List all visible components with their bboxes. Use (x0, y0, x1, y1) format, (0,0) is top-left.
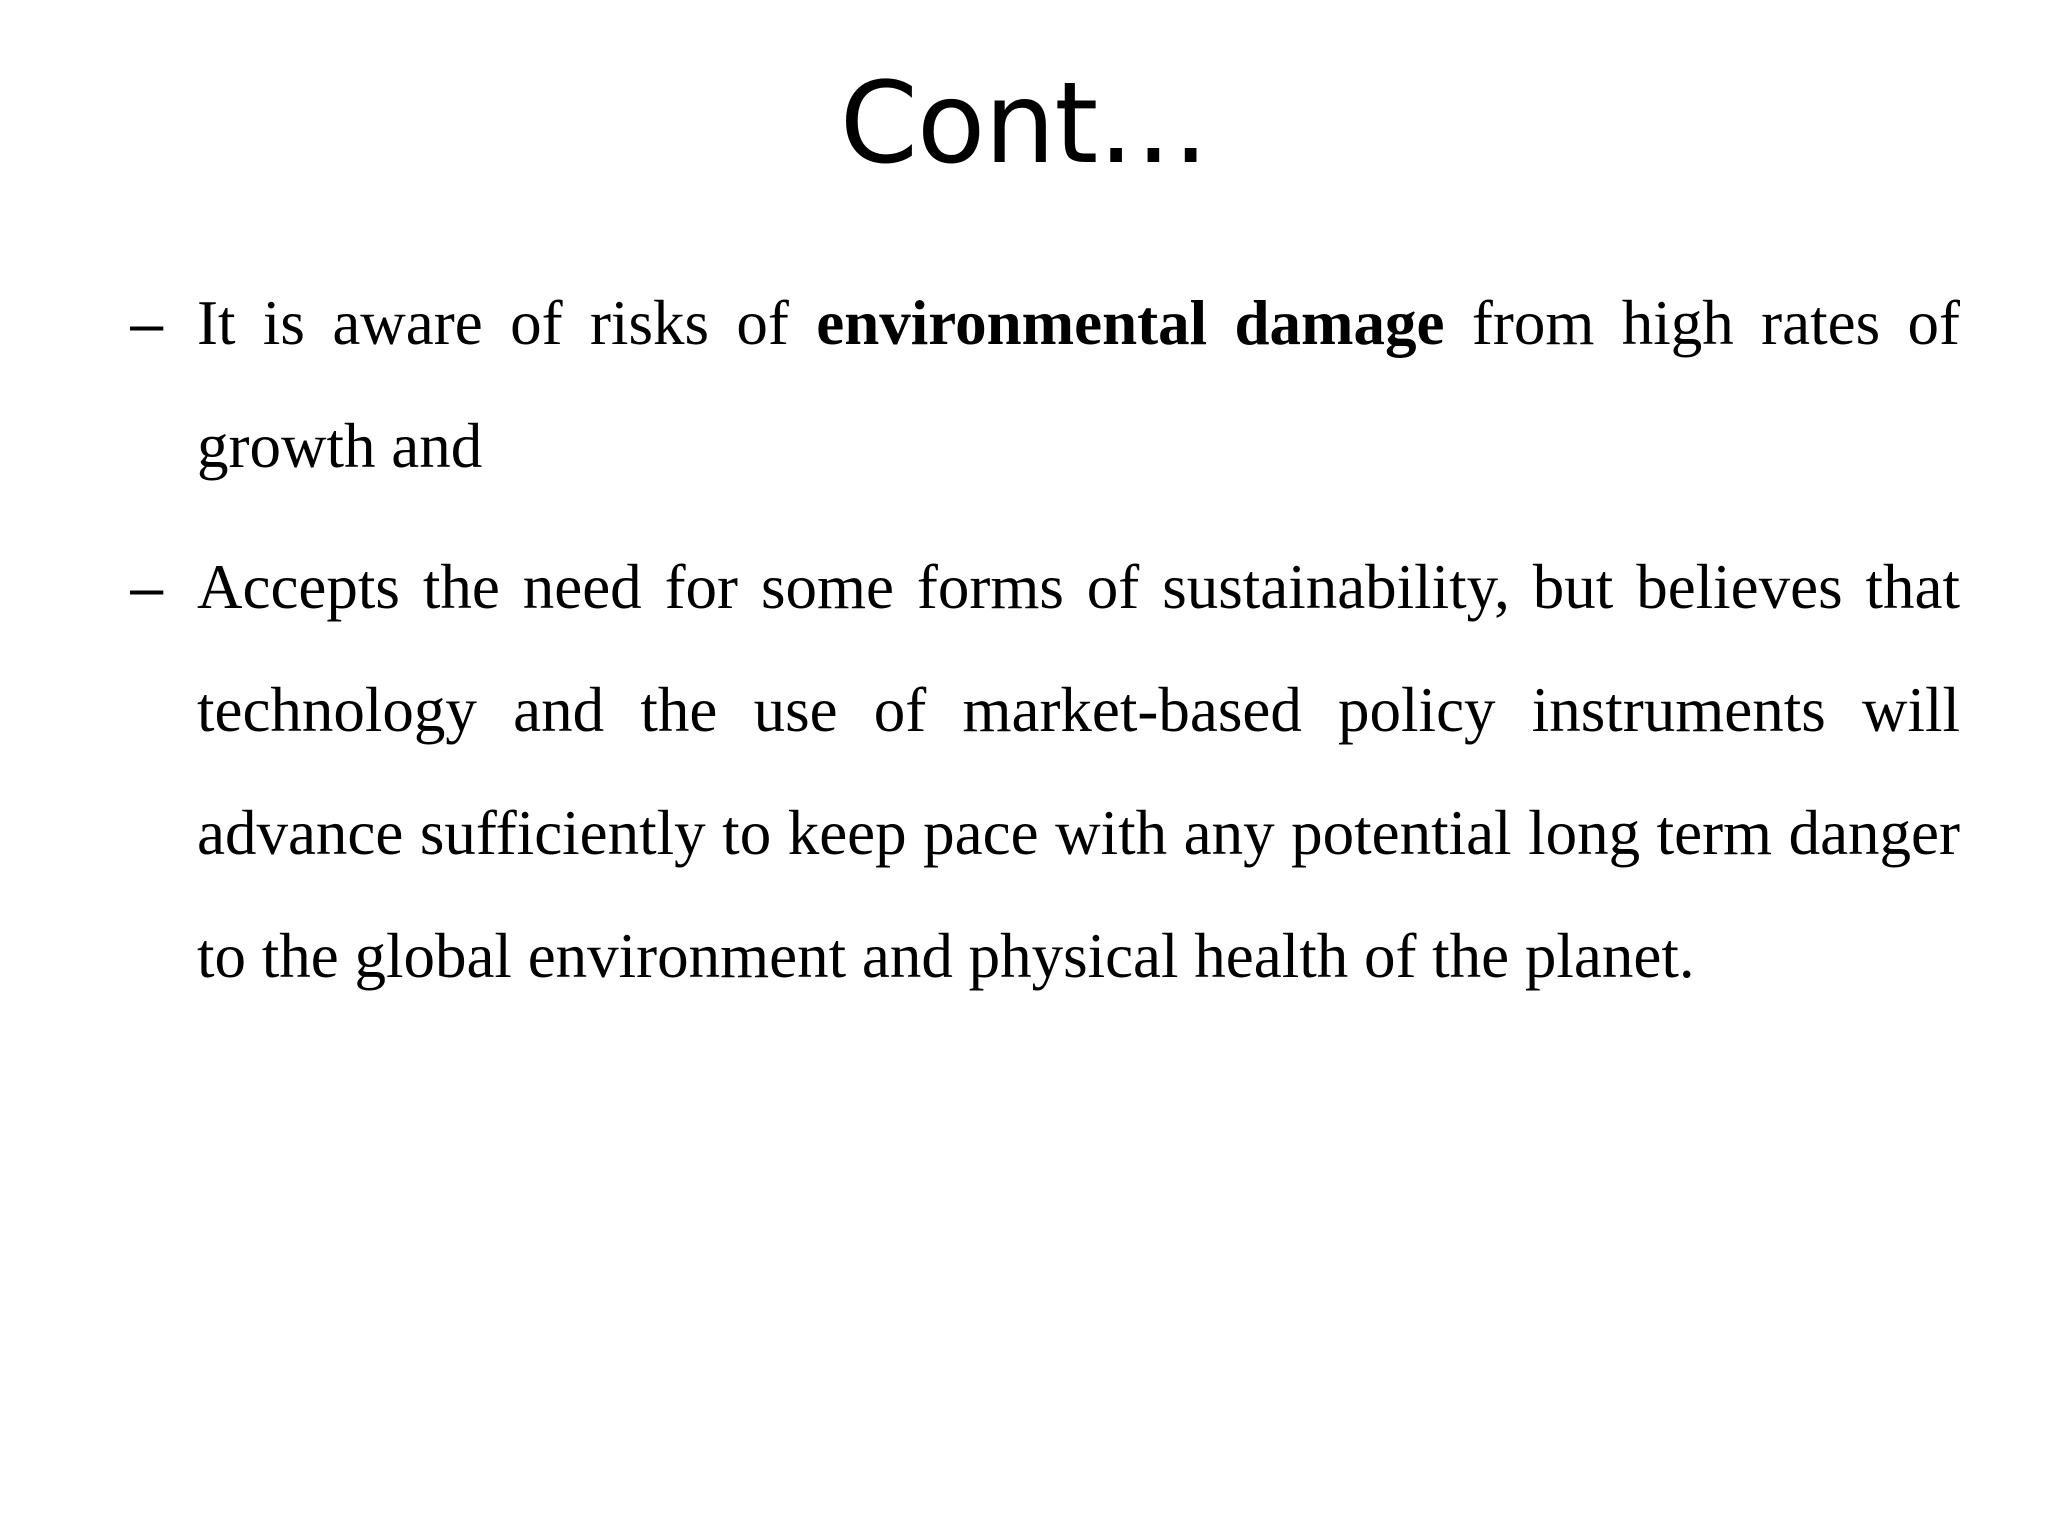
dash-bullet-icon: – (130, 290, 164, 357)
bullet-item-environmental-risk (130, 262, 1960, 508)
bullet-text-bold: environmental damage (816, 288, 1445, 358)
bullet-list (130, 262, 1960, 1036)
slide-title: Cont… (839, 59, 1209, 189)
dash-bullet-icon: – (130, 554, 164, 621)
bullet-text (197, 288, 1960, 481)
bullet-text-after: from high rates of growth and (197, 288, 1960, 481)
bullet-text: Accepts the need for some forms of sustainability, but believes that technology and the use of market-based policy instruments will advance sufficiently to keep pace with any potential long term danger to the global environment and physical health of the planet. (197, 552, 1960, 991)
bullet-text-before: It is aware of risks of (197, 288, 817, 358)
bullet-item-sustainability (130, 526, 1960, 1018)
